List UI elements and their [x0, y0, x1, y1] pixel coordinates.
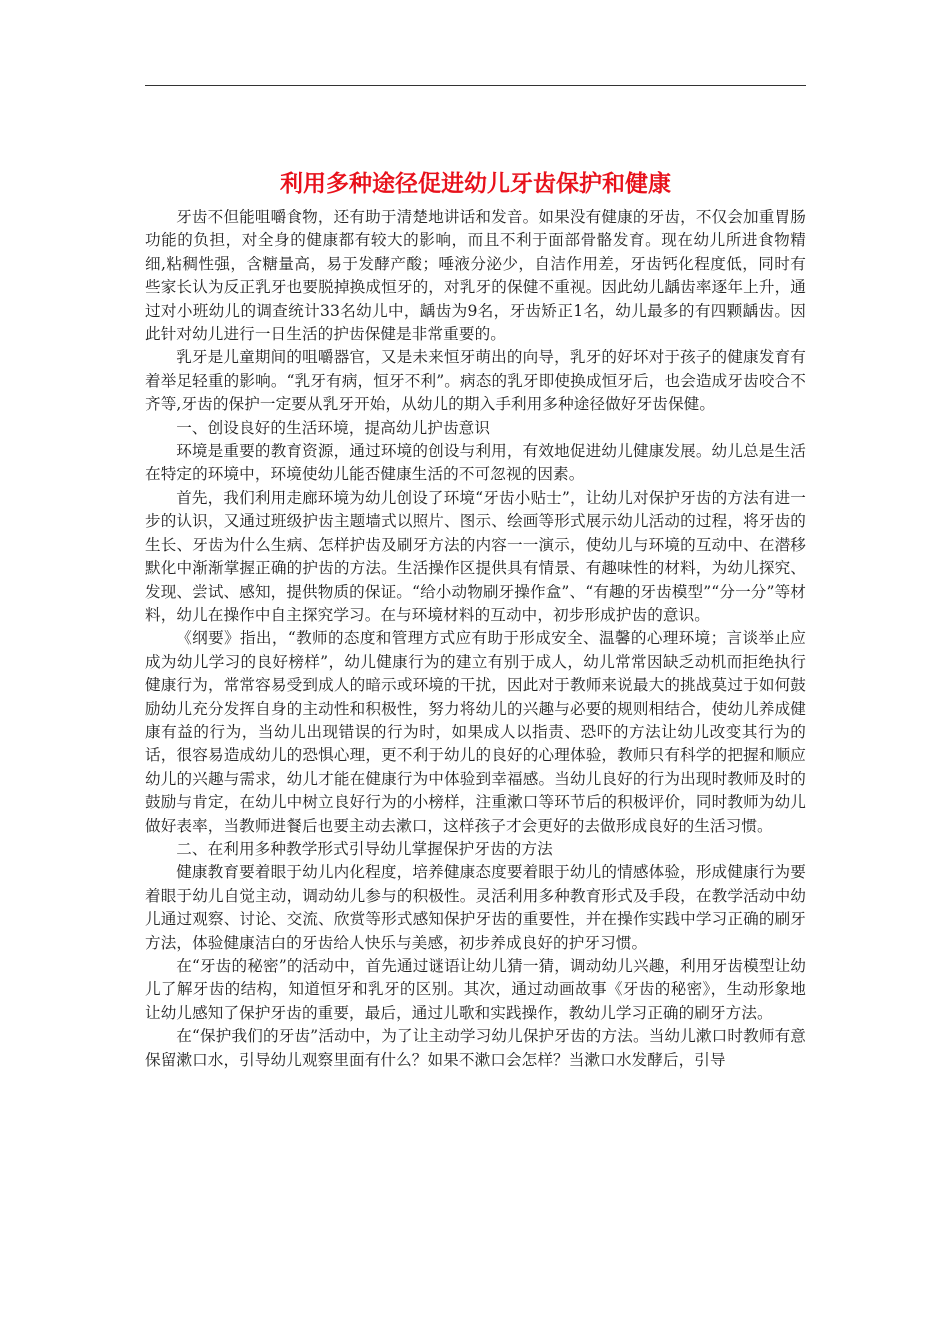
paragraph-guidelines: 《纲要》指出，“教师的态度和管理方式应有助于形成安全、温馨的心理环境；言谈举止应成为幼儿学习的良好榜样”，幼儿健康行为的建立有别于成人，幼儿常常因缺乏动机而拒绝执行健康行为，常常容易受到成人的暗示或环境的干扰，因此对于教师来说最大的挑战莫过于如何鼓励幼儿充分发挥自身的主动性和积极性，努力将幼儿的兴趣与必要的规则相结合，使幼儿养成健康有益的行为，当幼儿出现错误的行为时，如果成人以指责、恐吓的方法让幼儿改变其行为的话，很容易造成幼儿的恐惧心理，更不利于幼儿的良好的心理体验，教师只有科学的把握和顺应幼儿的兴趣与需求，幼儿才能在健康行为中体验到幸福感。当幼儿良好的行为出现时教师及时的鼓励与肯定，在幼儿中树立良好行为的小榜样，注重漱口等环节后的积极评价，同时教师为幼儿做好表率，当教师进餐后也要主动去漱口，这样孩子才会更好的去做形成良好的生活习惯。 — [145, 629, 806, 835]
document-body — [145, 206, 806, 1072]
paragraph-teeth-secret: 在“牙齿的秘密”的活动中，首先通过谜语让幼儿猜一猜，调动幼儿兴趣，利用牙齿模型让幼儿了解牙齿的结构，知道恒牙和乳牙的区别。其次，通过动画故事《牙齿的秘密》，生动形象地让幼儿感知了保护牙齿的重要，最后，通过儿歌和实践操作，教幼儿学习正确的刷牙方法。 — [145, 957, 806, 1022]
paragraph-baby-teeth: 乳牙是儿童期间的咀嚼器官，又是未来恒牙萌出的向导，乳牙的好坏对于孩子的健康发育有着举足轻重的影响。“乳牙有病，恒牙不利”。病态的乳牙即使换成恒牙后，也会造成牙齿咬合不齐等,牙齿的保护一定要从乳牙开始，从幼儿的期入手利用多种途径做好牙齿保健。 — [145, 348, 806, 414]
paragraph-corridor: 首先，我们利用走廊环境为幼儿创设了环境“牙齿小贴士”，让幼儿对保护牙齿的方法有进一步的认识，又通过班级护齿主题墙式以照片、图示、绘画等形式展示幼儿活动的过程，将牙齿的生长、牙齿为什么生病、怎样护齿及刷牙方法的内容一一演示，使幼儿与环境的互动中、在潜移默化中渐渐掌握正确的护齿的方法。生活操作区提供具有情景、有趣味性的材料，为幼儿探究、发现、尝试、感知，提供物质的保证。“给小动物刷牙操作盒”、“有趣的牙齿模型”“分一分”等材料，幼儿在操作中自主探究学习。在与环境材料的互动中，初步形成护齿的意识。 — [145, 488, 806, 624]
paragraph-intro: 牙齿不但能咀嚼食物，还有助于清楚地讲话和发音。如果没有健康的牙齿，不仅会加重胃肠功能的负担，对全身的健康都有较大的影响，而且不利于面部骨骼发育。现在幼儿所进食物精细,粘稠性强，含糖量高，易于发酵产酸；唾液分泌少，自洁作用差，牙齿钙化程度低，同时有些家长认为反正乳牙也要脱掉换成恒牙的，对乳牙的保健不重视。因此幼儿龋齿率逐年上升，通过对小班幼儿的调查统计33名幼儿中，龋齿为9名，牙齿矫正1名，幼儿最多的有四颗龋齿。因此针对幼儿进行一日生活的护齿保健是非常重要的。 — [145, 208, 806, 344]
header-rule — [145, 85, 806, 86]
paragraph-environment: 环境是重要的教育资源，通过环境的创设与利用，有效地促进幼儿健康发展。幼儿总是生活在特定的环境中，环境使幼儿能否健康生活的不可忽视的因素。 — [145, 442, 806, 484]
paragraph-protect-teeth: 在“保护我们的牙齿”活动中，为了让主动学习幼儿保护牙齿的方法。当幼儿漱口时教师有意保留漱口水，引导幼儿观察里面有什么？如果不漱口会怎样？当漱口水发酵后，引导 — [145, 1027, 806, 1069]
document-title: 利用多种途径促进幼儿牙齿保护和健康 — [280, 171, 671, 197]
section-heading-2: 二、在利用多种教学形式引导幼儿掌握保护牙齿的方法 — [176, 839, 553, 858]
paragraph-health-education: 健康教育要着眼于幼儿内化程度，培养健康态度要着眼于幼儿的情感体验，形成健康行为要着眼于幼儿自觉主动，调动幼儿参与的积极性。灵活利用多种教育形式及手段，在教学活动中幼儿通过观察、讨论、交流、欣赏等形式感知保护牙齿的重要性，并在操作实践中学习正确的刷牙方法，体验健康洁白的牙齿给人快乐与美感，初步养成良好的护牙习惯。 — [145, 863, 806, 952]
section-heading-1: 一、创设良好的生活环境，提高幼儿护齿意识 — [176, 418, 491, 437]
